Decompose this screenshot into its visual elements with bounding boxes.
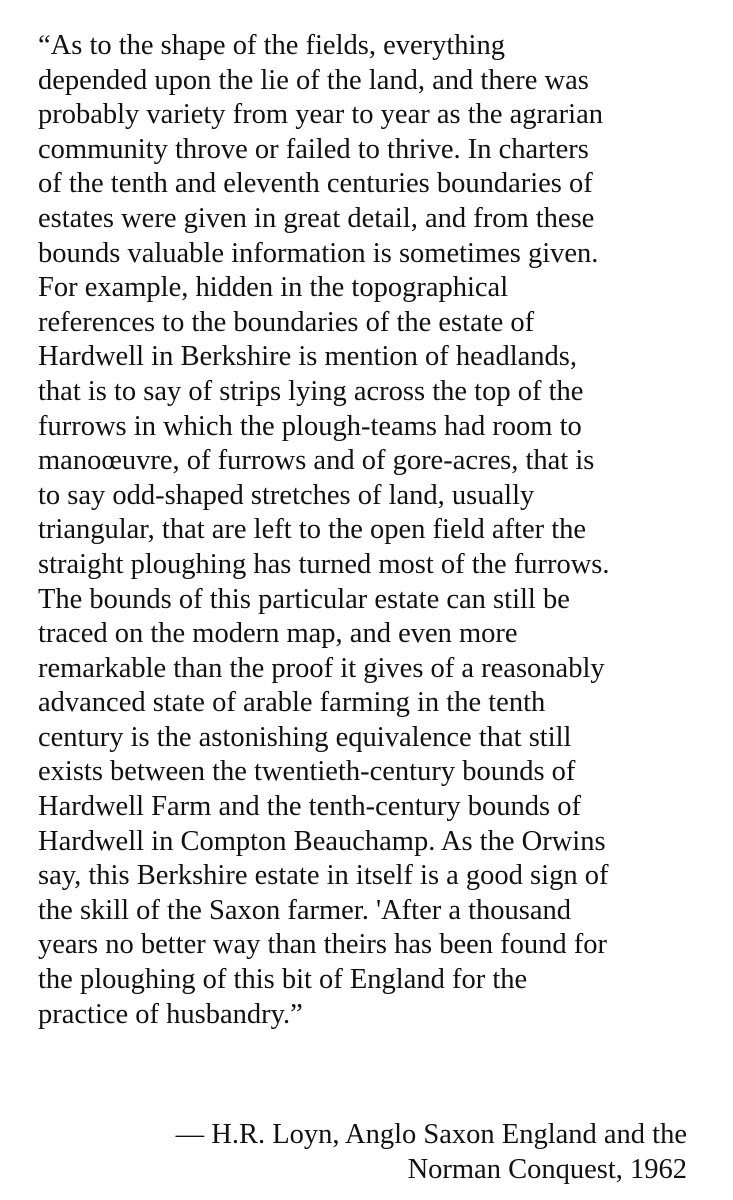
quote-line: century is the astonishing equivalence that still — [38, 721, 572, 753]
quote-line: community throve or failed to thrive. In charters — [38, 133, 589, 165]
quote-line: Hardwell in Berkshire is mention of headlands, — [38, 341, 577, 373]
quote-line: straight ploughing has turned most of the furrows. — [38, 548, 610, 580]
quote-line: practice of husbandry.” — [38, 998, 303, 1030]
quote-line: exists between the twentieth-century bounds of — [38, 756, 576, 788]
quote-line: Hardwell in Compton Beauchamp. As the Orwins — [38, 825, 606, 857]
quote-line: of the tenth and eleventh centuries boundaries of — [38, 168, 593, 200]
quote-line: the skill of the Saxon farmer. 'After a thousand — [38, 894, 572, 926]
quote-line: bounds valuable information is sometimes given. — [38, 237, 599, 269]
quote-line: Hardwell Farm and the tenth-century bounds of — [38, 791, 581, 823]
quote-line: manoœuvre, of furrows and of gore-acres, that is — [38, 445, 595, 477]
quote-line: traced on the modern map, and even more — [38, 618, 518, 650]
quote-line: to say odd-shaped stretches of land, usually — [38, 479, 535, 511]
quote-line: years no better way than theirs has been found for — [38, 929, 608, 961]
quote-line: The bounds of this particular estate can still be — [38, 583, 570, 615]
quote-line: that is to say of strips lying across the top of the — [38, 375, 584, 407]
attribution-line-source: Norman Conquest, 1962 — [407, 1153, 687, 1185]
quote-line: references to the boundaries of the estate of — [38, 306, 535, 338]
quote-line: the ploughing of this bit of England for the — [38, 964, 528, 996]
quote-line: remarkable than the proof it gives of a reasonably — [38, 652, 605, 684]
quote-line: probably variety from year to year as the agrarian — [38, 99, 603, 131]
quote-line: “As to the shape of the fields, everything — [38, 30, 505, 61]
quote-line: say, this Berkshire estate in itself is a good sign of — [38, 860, 609, 892]
quote-line: furrows in which the plough-teams had room to — [38, 410, 582, 442]
attribution — [176, 1118, 687, 1187]
quote-line: advanced state of arable farming in the tenth — [38, 687, 546, 719]
quote-line: triangular, that are left to the open field after the — [38, 514, 587, 546]
quote-block — [38, 29, 718, 1032]
quote-line: estates were given in great detail, and from these — [38, 202, 595, 234]
quote-line: depended upon the lie of the land, and there was — [38, 64, 589, 96]
attribution-line-author: — H.R. Loyn, Anglo Saxon England and the — [175, 1119, 687, 1150]
quote-line: For example, hidden in the topographical — [38, 272, 509, 304]
